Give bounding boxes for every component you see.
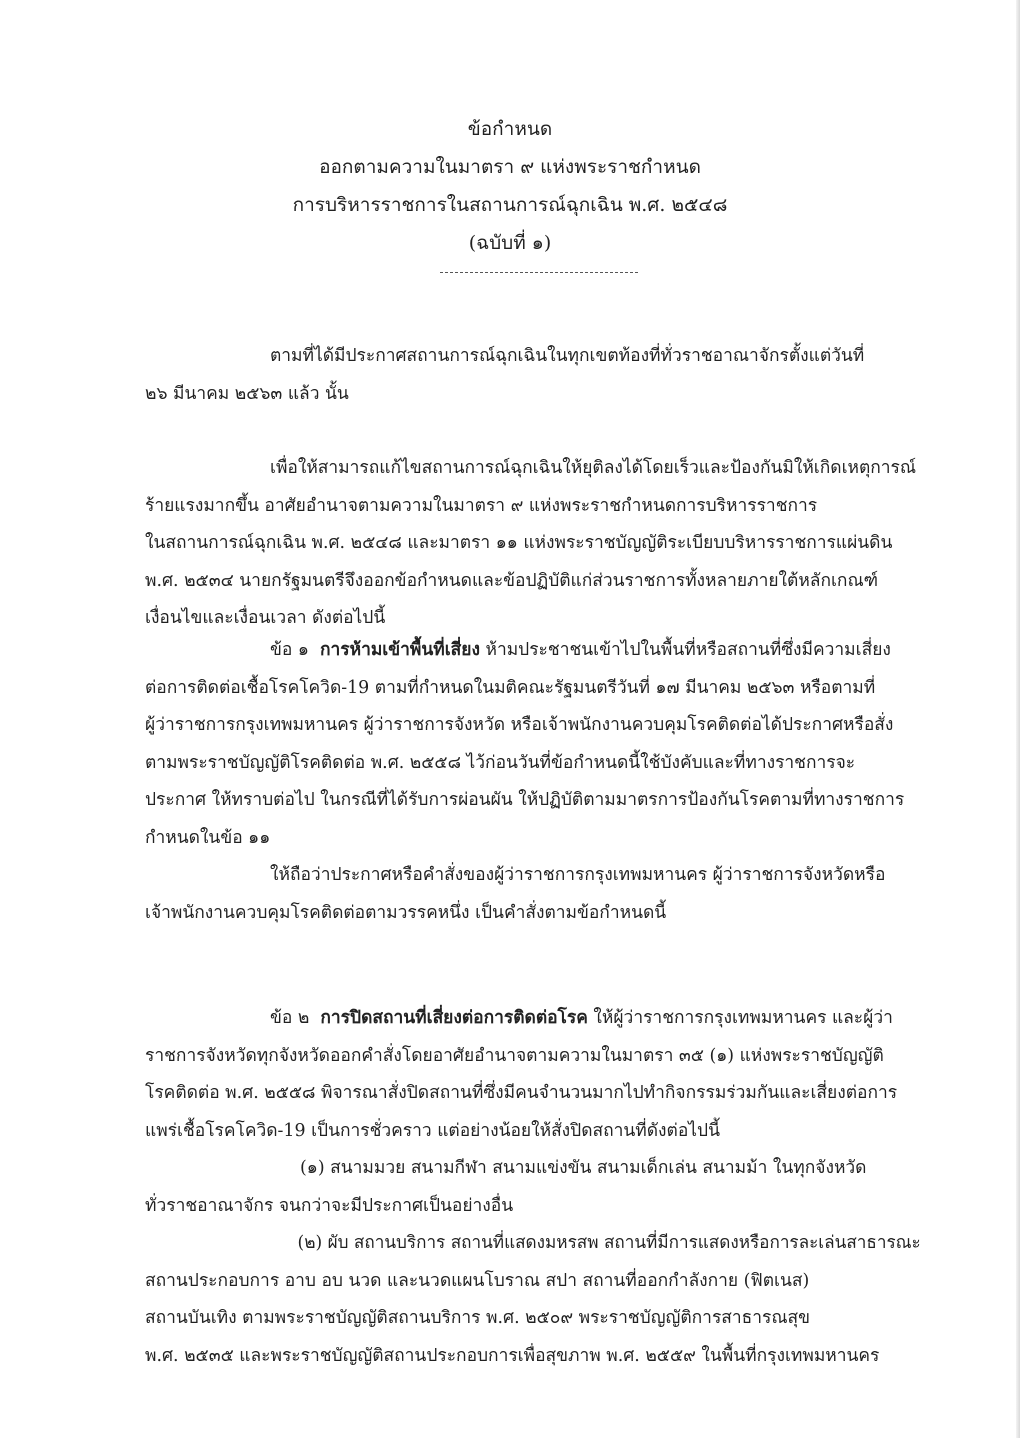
paragraph-line: ร้ายแรงมากขึ้น อาศัยอำนาจตามความในมาตรา ๙ แห่งพระราชกำหนดการบริหารราชการ [145, 495, 818, 516]
paragraph-line: กำหนดในข้อ ๑๑ [145, 827, 271, 848]
paragraph-line: พ.ศ. ๒๕๓๔ นายกรัฐมนตรีจึงออกข้อกำหนดและข้อปฏิบัติแก่ส่วนราชการทั้งหลายภายใต้หลักเกณฑ์ [145, 570, 879, 591]
preamble-paragraph-1 [145, 338, 920, 413]
clause-2-first-line [145, 1000, 920, 1038]
paragraph-line: ๒๖ มีนาคม ๒๕๖๓ แล้ว นั้น [145, 383, 349, 404]
document-title [0, 110, 1020, 262]
title-divider [440, 272, 638, 273]
clause-1-heading: การห้ามเข้าพื้นที่เสี่ยง [319, 640, 480, 660]
title-line-3: การบริหารราชการในสถานการณ์ฉุกเฉิน พ.ศ. ๒๕๔๘ [292, 194, 728, 216]
paragraph-line: ประกาศ ให้ทราบต่อไป ในกรณีที่ได้รับการผ่อนผัน ให้ปฏิบัติตามมาตรการป้องกันโรคตามที่ทางราชการ [145, 790, 905, 810]
clause-1-first-line-text: ห้ามประชาชนเข้าไปในพื้นที่หรือสถานที่ซึ่งมีความเสี่ยง [485, 640, 891, 660]
item-2-line: (๒) ผับ สถานบริการ สถานที่แสดงมหรสพ สถานที่มีการแสดงหรือการละเล่นสาธารณะ [297, 1233, 921, 1253]
paragraph-line: เจ้าพนักงานควบคุมโรคติดต่อตามวรรคหนึ่ง เป็นคำสั่งตามข้อกำหนดนี้ [145, 902, 667, 923]
clause-1-number: ข้อ ๑ [270, 640, 309, 660]
title-line-2: ออกตามความในมาตรา ๙ แห่งพระราชกำหนด [319, 156, 701, 178]
paragraph-line: ให้ถือว่าประกาศหรือคำสั่งของผู้ว่าราชการกรุงเทพมหานคร ผู้ว่าราชการจังหวัดหรือ [270, 865, 886, 885]
paragraph-line: ตามที่ได้มีประกาศสถานการณ์ฉุกเฉินในทุกเขตท้องที่ทั่วราชอาณาจักรตั้งแต่วันที่ [270, 346, 865, 366]
paragraph-line: เพื่อให้สามารถแก้ไขสถานการณ์ฉุกเฉินให้ยุติลงได้โดยเร็วและป้องกันมิให้เกิดเหตุการณ์ [270, 458, 917, 478]
preamble-paragraph-2 [145, 450, 920, 638]
paragraph-line: ตามพระราชบัญญัติโรคติดต่อ พ.ศ. ๒๕๕๘ ไว้ก่อนวันที่ข้อกำหนดนี้ใช้บังคับและที่ทางราชการจะ [145, 752, 856, 773]
item-1-line: (๑) สนามมวย สนามกีฬา สนามแข่งขัน สนามเด็กเล่น สนามม้า ในทุกจังหวัด [300, 1158, 867, 1178]
paragraph-line: ต่อการติดต่อเชื้อโรคโควิด-19 ตามที่กำหนดในมติคณะรัฐมนตรีวันที่ ๑๗ มีนาคม ๒๕๖๓ หรือตามที่ [145, 677, 876, 698]
paragraph-line: แพร่เชื้อโรคโควิด-19 เป็นการชั่วคราว แต่อย่างน้อยให้สั่งปิดสถานที่ดังต่อไปนี้ [145, 1120, 720, 1141]
item-2-line: พ.ศ. ๒๕๓๕ และพระราชบัญญัติสถานประกอบการเพื่อสุขภาพ พ.ศ. ๒๕๕๙ ในพื้นที่กรุงเทพมหานคร [145, 1345, 880, 1366]
paragraph-line: โรคติดต่อ พ.ศ. ๒๕๕๘ พิจารณาสั่งปิดสถานที่ซึ่งมีคนจำนวนมากไปทำกิจกรรมร่วมกันและเสี่ยงต่อการ [145, 1083, 898, 1103]
item-1-line: ทั่วราชอาณาจักร จนกว่าจะมีประกาศเป็นอย่างอื่น [145, 1195, 514, 1216]
paragraph-line: ราชการจังหวัดทุกจังหวัดออกคำสั่งโดยอาศัยอำนาจตามความในมาตรา ๓๕ (๑) แห่งพระราชบัญญัติ [145, 1045, 884, 1066]
clause-2 [145, 1000, 920, 1375]
clause-2-first-line-text: ให้ผู้ว่าราชการกรุงเทพมหานคร และผู้ว่า [593, 1008, 893, 1028]
item-2-line: สถานประกอบการ อาบ อบ นวด และนวดแผนโบราณ สปา สถานที่ออกกำลังกาย (ฟิตเนส) [145, 1270, 810, 1291]
clause-2-number: ข้อ ๒ [270, 1008, 310, 1028]
paragraph-line: เงื่อนไขและเงื่อนเวลา ดังต่อไปนี้ [145, 608, 386, 628]
title-line-1: ข้อกำหนด [467, 118, 553, 140]
clause-1 [145, 632, 920, 932]
title-line-4: (ฉบับที่ ๑) [468, 232, 552, 254]
item-2-line: สถานบันเทิง ตามพระราชบัญญัติสถานบริการ พ.ศ. ๒๕๐๙ พระราชบัญญัติการสาธารณสุข [145, 1308, 811, 1328]
paragraph-line: ผู้ว่าราชการกรุงเทพมหานคร ผู้ว่าราชการจังหวัด หรือเจ้าพนักงานควบคุมโรคติดต่อได้ประกาศหรือสั่ง [145, 715, 894, 735]
paragraph-line: ในสถานการณ์ฉุกเฉิน พ.ศ. ๒๕๔๘ และมาตรา ๑๑ แห่งพระราชบัญญัติระเบียบบริหารราชการแผ่นดิน [145, 533, 893, 553]
clause-2-heading: การปิดสถานที่เสี่ยงต่อการติดต่อโรค [320, 1008, 588, 1028]
clause-1-first-line [145, 632, 920, 670]
